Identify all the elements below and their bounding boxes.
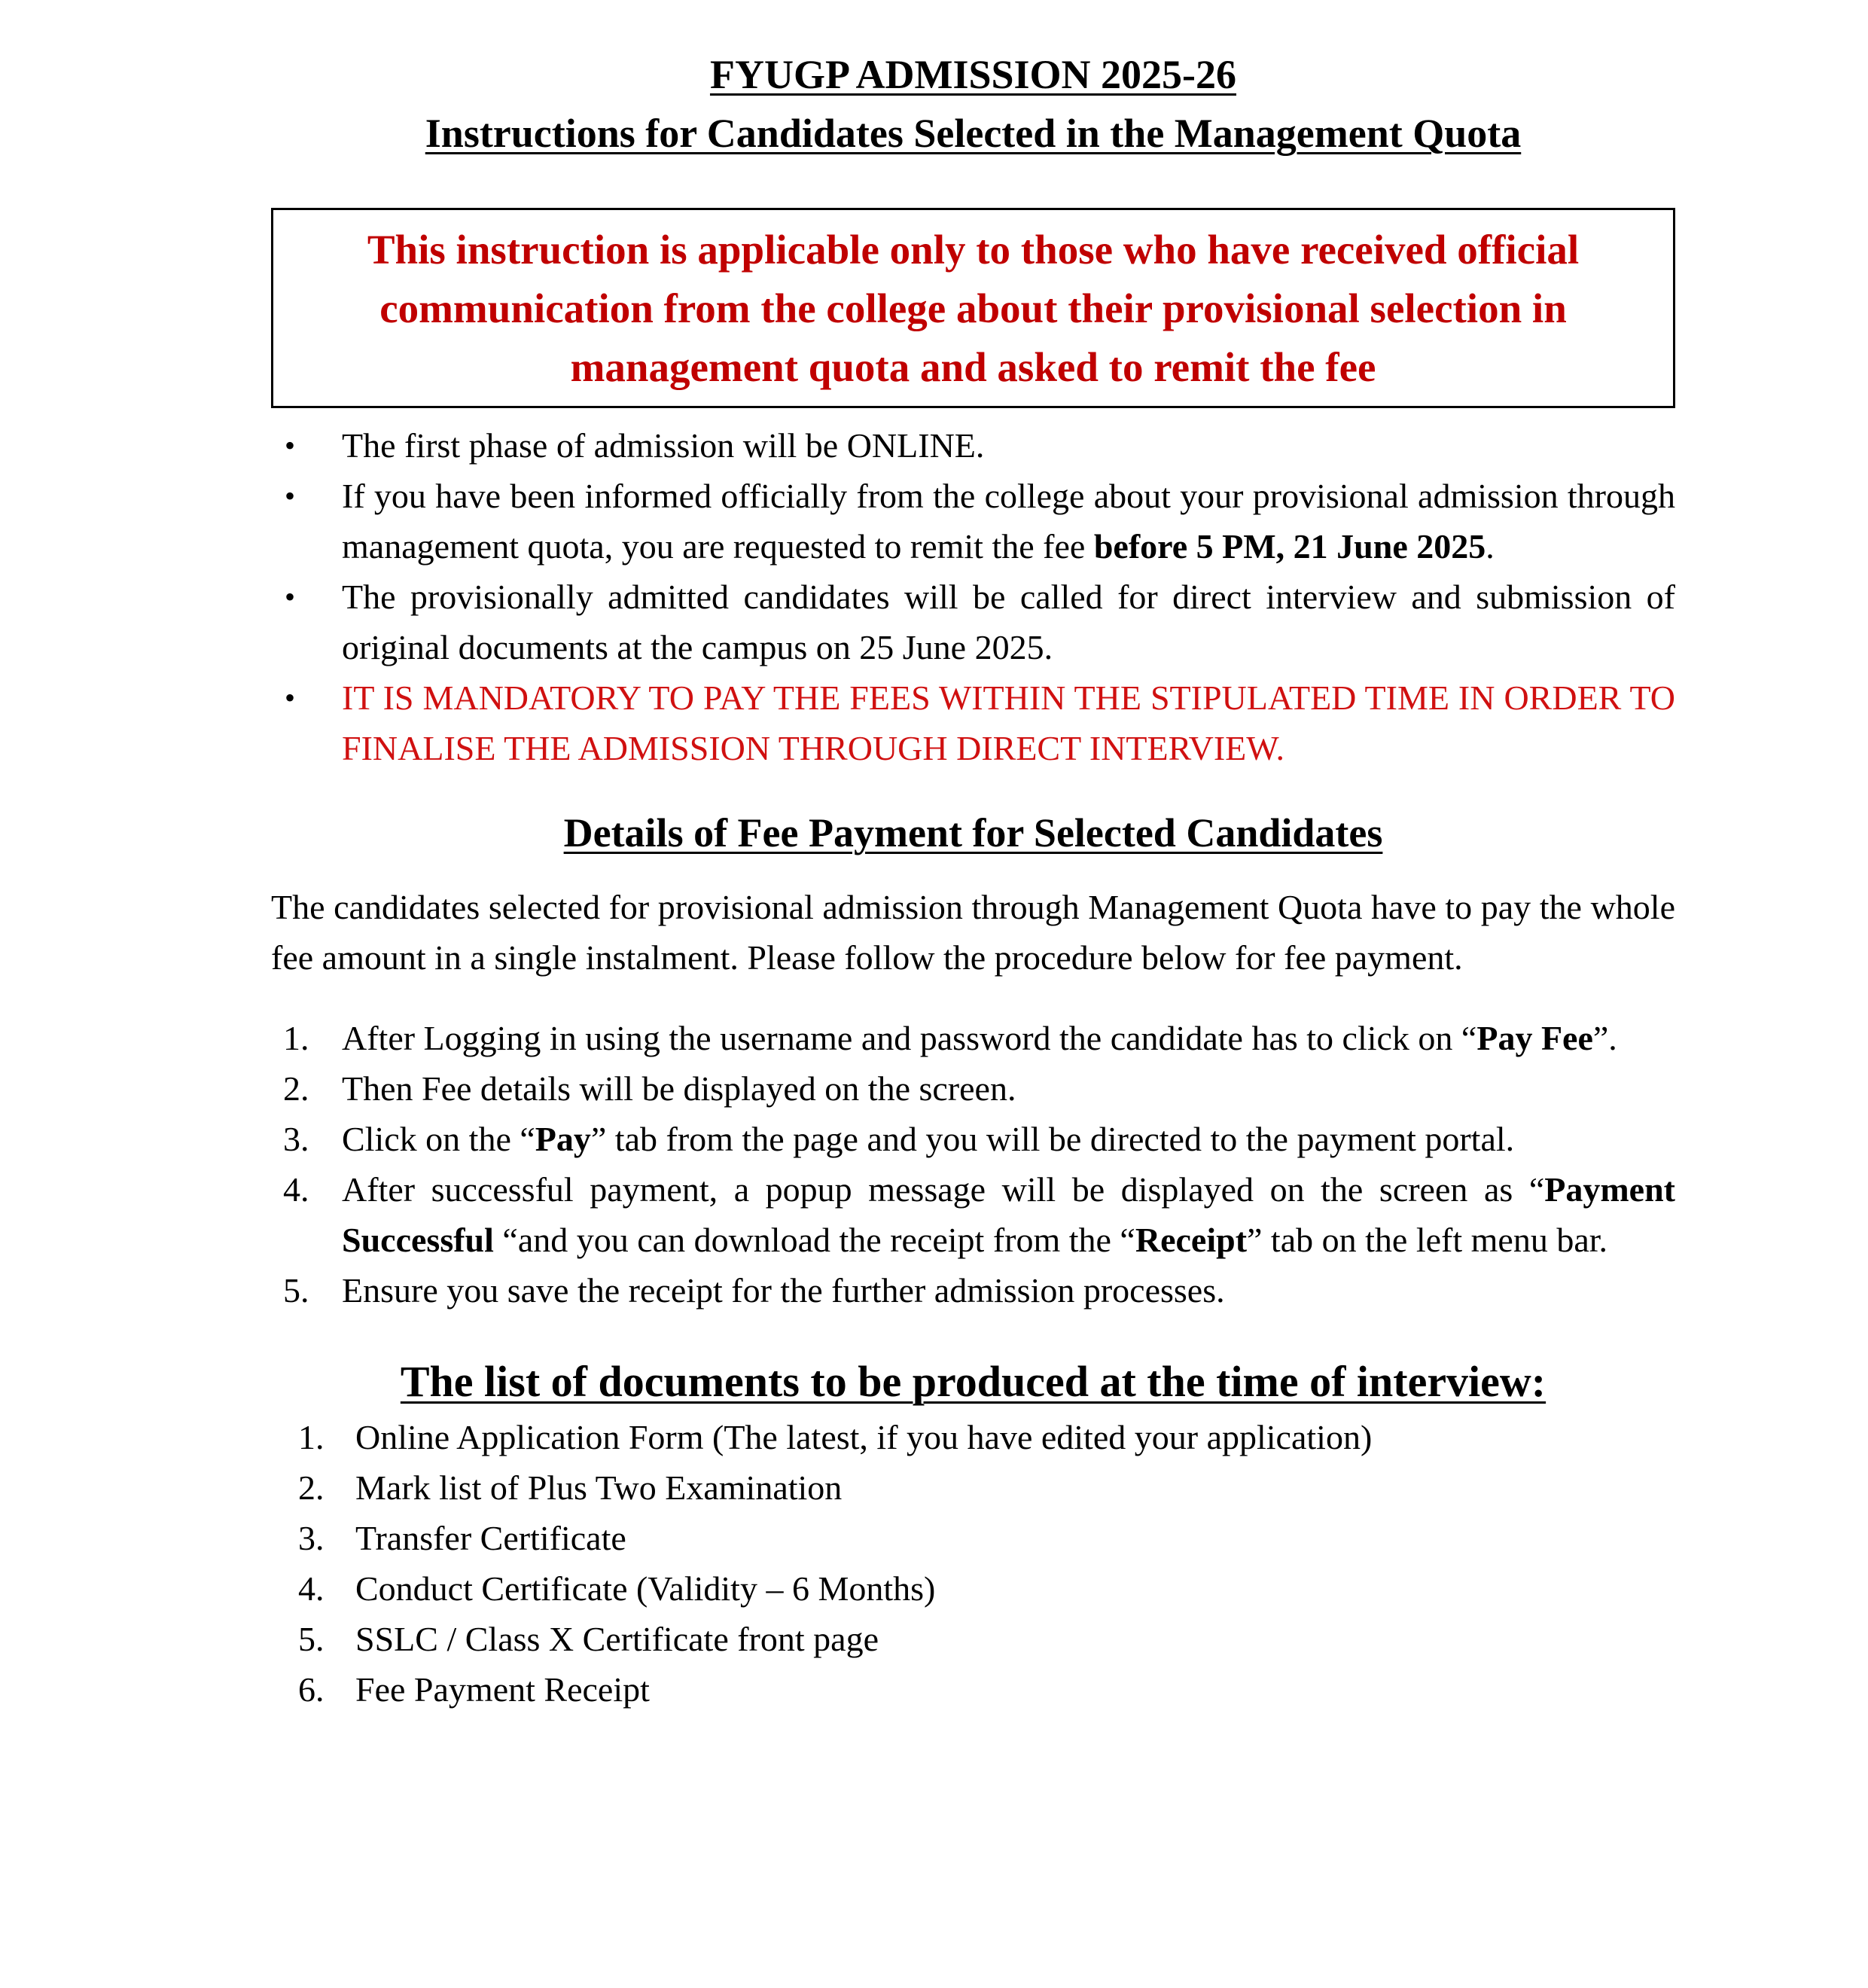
- notice-text: This instruction is applicable only to those who have received official communication from the college about their provisional selection in management quota and asked to remit the fee: [367, 227, 1580, 390]
- list-item: 2. Mark list of Plus Two Examination: [298, 1468, 843, 1507]
- instructions-list: [271, 420, 1675, 773]
- fee-intro-paragraph: The candidates selected for provisional admission through Management Quota have to pay the whole fee amount in a single instalment. Please follow the procedure below for fee payment.: [271, 888, 1675, 977]
- documents-heading: The list of documents to be produced at the time of interview:: [400, 1357, 1547, 1406]
- notice-box: [271, 208, 1675, 408]
- list-item: • If you have been informed officially from the college about your provisional admission through management quota, you are requested to remit the fee before 5 PM, 21 June 2025.: [271, 471, 1675, 572]
- page-subtitle: Instructions for Candidates Selected in the Management Quota: [425, 111, 1522, 156]
- mandatory-warning: IT IS MANDATORY TO PAY THE FEES WITHIN THE STIPULATED TIME IN ORDER TO FINALISE THE ADMISSION THROUGH DIRECT INTERVIEW.: [342, 678, 1675, 767]
- list-item: 4. After successful payment, a popup message will be displayed on the screen as “Payment Successful “and you can download the receipt from the “Receipt” tab on the left menu bar.: [283, 1170, 1675, 1259]
- page-title: FYUGP ADMISSION 2025-26: [709, 52, 1237, 97]
- list-item: 5. Ensure you save the receipt for the further admission processes.: [283, 1271, 1225, 1310]
- list-item: 3. Click on the “Pay” tab from the page and you will be directed to the payment portal.: [283, 1120, 1515, 1158]
- list-item: 3. Transfer Certificate: [298, 1519, 626, 1557]
- bullet-icon: •: [285, 428, 296, 462]
- list-item: 1. Online Application Form (The latest, if you have edited your application): [298, 1418, 1373, 1456]
- bullet-icon: •: [285, 479, 296, 513]
- documents-list: [271, 1412, 1675, 1715]
- list-item: 4. Conduct Certificate (Validity – 6 Months): [298, 1569, 936, 1608]
- deadline-text: before 5 PM, 21 June 2025: [1093, 527, 1486, 566]
- list-item: 5. SSLC / Class X Certificate front page: [298, 1620, 879, 1658]
- list-item: 6. Fee Payment Receipt: [298, 1670, 650, 1709]
- list-item: 1. After Logging in using the username and password the candidate has to click on “Pay Fee”.: [283, 1019, 1617, 1057]
- document-page: [271, 45, 1675, 1715]
- bullet-icon: •: [285, 580, 296, 614]
- list-item: [271, 672, 1675, 773]
- fee-steps-list: [271, 1013, 1675, 1316]
- fee-section-heading: Details of Fee Payment for Selected Candidates: [563, 810, 1383, 855]
- list-item: 2. Then Fee details will be displayed on the screen.: [283, 1069, 1016, 1108]
- list-item: • The provisionally admitted candidates will be called for direct interview and submission of original documents at the campus on 25 June 2025.: [271, 572, 1675, 672]
- bullet-icon: •: [285, 681, 296, 715]
- list-item: • The first phase of admission will be ONLINE.: [271, 420, 1675, 471]
